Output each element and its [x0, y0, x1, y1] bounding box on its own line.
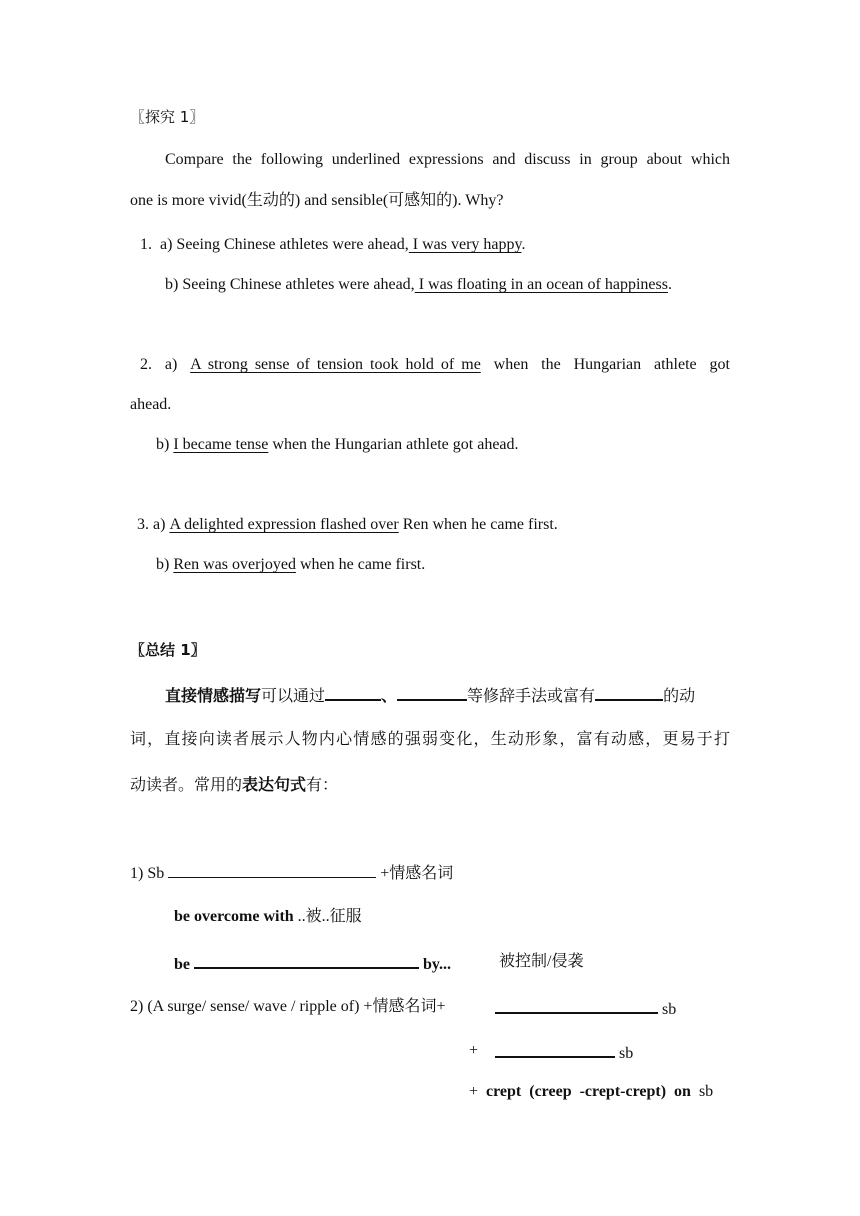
intro-line-2: one is more vivid(生动的) and sensible(可感知的). Why?: [130, 192, 504, 209]
item-3-a-suffix: Ren when he came first.: [398, 516, 558, 533]
item-2-a-continuation: ahead.: [130, 396, 172, 413]
section-heading-summary: 〖总结 1〗: [130, 641, 206, 659]
summary-line-2: 词，直接向读者展示人物内心情感的强弱变化，生动形象，富有动感，更易于打: [130, 731, 730, 748]
item-1-a: [140, 234, 525, 256]
pattern-2-line-3-sb: sb: [698, 1083, 714, 1100]
pattern-2-blank-2[interactable]: [495, 1040, 615, 1058]
item-1-b-prefix: b) Seeing Chinese athletes were ahead,: [165, 276, 415, 293]
item-3-b-suffix: when he came first.: [295, 556, 426, 573]
summary-line-3-bold: 表达句式: [242, 777, 307, 794]
pattern-1-line-2-blank[interactable]: [194, 951, 419, 969]
pattern-2-blank-1[interactable]: [495, 996, 658, 1014]
item-3-a-underlined: A delighted expression flashed over: [169, 516, 399, 533]
summary-text-3: 的动: [663, 688, 696, 705]
item-2-b-suffix: when the Hungarian athlete got ahead.: [268, 436, 519, 453]
item-2-a-label: a): [164, 356, 178, 373]
fill-blank-2[interactable]: [397, 683, 467, 701]
summary-line-3: [130, 775, 338, 797]
pattern-1-line-1: [174, 906, 362, 928]
pattern-2-sb-2: sb: [619, 1045, 634, 1062]
item-2-a-word-4: athlete: [653, 356, 697, 373]
item-1-a-suffix: .: [521, 236, 526, 253]
item-3-a: [137, 514, 558, 536]
pattern-1-suffix: +情感名词: [376, 865, 454, 882]
summary-line-3-pre: 动读者。常用的: [130, 777, 243, 794]
pattern-2-plus-3: +: [469, 1083, 479, 1100]
item-1-number: 1.: [140, 236, 152, 253]
item-2-number: 2.: [140, 356, 152, 373]
pattern-2-line-2: [495, 1040, 633, 1065]
item-1-a-prefix: a) Seeing Chinese athletes were ahead,: [160, 236, 409, 253]
fill-blank-3[interactable]: [595, 683, 663, 701]
item-1-b: [165, 274, 672, 296]
pattern-1-line-1-bold: be overcome with: [174, 908, 294, 925]
item-2-b: [156, 434, 519, 456]
summary-text-2: 等修辞手法或富有: [467, 688, 596, 705]
pattern-1-label: 1) Sb: [130, 865, 165, 882]
pattern-2-label: 2) (A surge/ sense/ wave / ripple of) +情感名词+: [130, 998, 446, 1015]
pattern-2-line-3: [486, 1081, 713, 1103]
pattern-1-line-2: [174, 951, 451, 976]
section-heading-explore: 〖探究 1〗: [130, 108, 205, 126]
pattern-1-line-2-note: 被控制/侵袭: [499, 953, 584, 970]
pattern-2-line-3-bold: crept (creep -crept-crept) on: [486, 1083, 691, 1100]
summary-line-1: [165, 683, 695, 708]
fill-blank-1[interactable]: [325, 683, 381, 701]
pattern-1-line-1-rest: ..被..征服: [293, 908, 362, 925]
summary-bold-term: 直接情感描写: [165, 688, 262, 705]
item-1-b-suffix: .: [667, 276, 672, 293]
pattern-2-sb-1: sb: [662, 1001, 677, 1018]
item-2-a-word-5: got: [709, 356, 730, 373]
item-3-number: 3.: [137, 516, 149, 533]
item-2-b-prefix: b): [156, 436, 170, 453]
item-3-b: [156, 554, 425, 576]
summary-separator: 、: [381, 688, 398, 705]
pattern-1: [130, 861, 453, 885]
item-3-b-prefix: b): [156, 556, 170, 573]
item-1-b-underlined: I was floating in an ocean of happiness: [414, 276, 668, 293]
intro-line-1: Compare the following underlined expressions and discuss in group about which: [165, 151, 730, 168]
item-2-a-underlined: A strong sense of tension took hold of me: [190, 356, 481, 373]
pattern-1-line-2-pre: be: [174, 956, 190, 973]
pattern-1-blank[interactable]: [168, 861, 376, 878]
pattern-2-plus-2: +: [469, 1042, 479, 1059]
item-2-a-word-3: Hungarian: [573, 356, 642, 373]
item-2-a: [140, 354, 730, 376]
item-3-a-prefix: a): [153, 516, 166, 533]
item-2-b-underlined: I became tense: [173, 436, 269, 453]
item-1-a-underlined: I was very happy: [408, 236, 522, 253]
item-3-b-underlined: Ren was overjoyed: [173, 556, 296, 573]
pattern-1-line-2-post: by...: [423, 956, 452, 973]
summary-text-1: 可以通过: [261, 688, 326, 705]
item-2-a-word-1: when: [493, 356, 529, 373]
pattern-2-line-1: [495, 996, 676, 1021]
summary-line-3-post: 有：: [306, 777, 339, 794]
item-2-a-word-2: the: [541, 356, 561, 373]
